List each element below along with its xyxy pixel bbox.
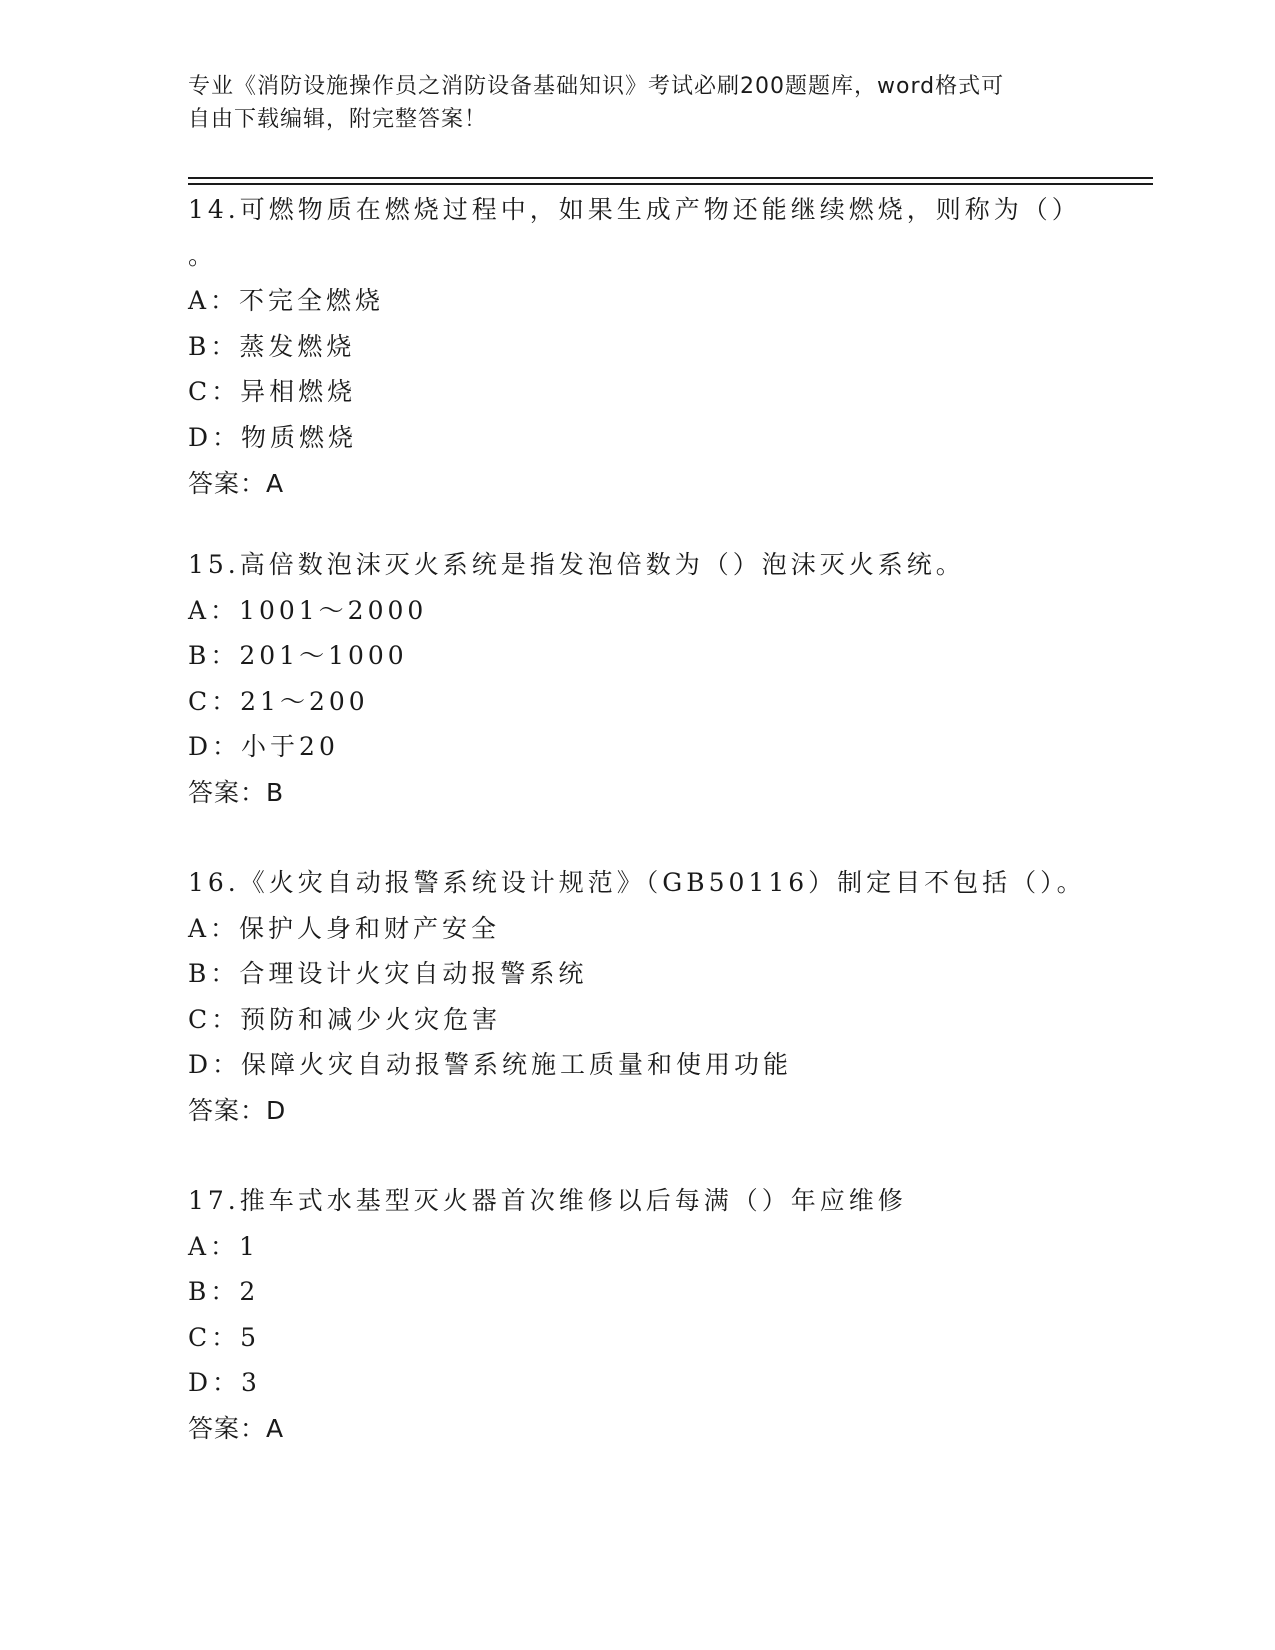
option-c: C：21～200: [188, 686, 369, 716]
option-c: C：预防和减少火灾危害: [188, 1004, 502, 1034]
question-block: [188, 1178, 1148, 1452]
option-a: A：1: [188, 1231, 259, 1261]
option-d: D：保障火灾自动报警系统施工质量和使用功能: [188, 1050, 793, 1080]
question-block: [188, 187, 1148, 506]
option-b: B：蒸发燃烧: [188, 331, 356, 361]
question-text: 16.《火灾自动报警系统设计规范》（GB50116）制定目不包括（）。: [188, 868, 1086, 897]
question-text-continued: 。: [188, 240, 218, 270]
question-text: 14.可燃物质在燃烧过程中，如果生成产物还能继续燃烧，则称为（）: [188, 195, 1081, 224]
option-a: A：1001～2000: [188, 595, 428, 625]
question-block: [188, 860, 1148, 1134]
option-a: A：不完全燃烧: [188, 286, 385, 316]
answer: 答案：A: [188, 468, 285, 498]
answer: 答案：B: [188, 777, 285, 807]
option-d: D：3: [188, 1368, 261, 1398]
option-b: B：2: [188, 1277, 260, 1307]
question-text: 17.推车式水基型灭火器首次维修以后每满（）年应维修: [188, 1186, 907, 1215]
option-c: C：5: [188, 1322, 261, 1352]
answer: 答案：D: [188, 1095, 287, 1125]
header-divider-top: [188, 177, 1153, 179]
option-b: B：201～1000: [188, 641, 408, 671]
document-header: [188, 70, 1088, 136]
header-line-1: 专业《消防设施操作员之消防设备基础知识》考试必刷200题题库，word格式可: [188, 74, 1005, 99]
header-divider-bottom: [188, 183, 1153, 185]
option-c: C：异相燃烧: [188, 377, 357, 407]
answer: 答案：A: [188, 1413, 285, 1443]
header-line-2: 自由下载编辑，附完整答案！: [188, 107, 488, 132]
option-a: A：保护人身和财产安全: [188, 913, 501, 943]
question-block: [188, 542, 1148, 816]
option-b: B：合理设计火灾自动报警系统: [188, 959, 588, 989]
option-d: D：物质燃烧: [188, 422, 358, 452]
option-d: D：小于20: [188, 732, 339, 762]
question-text: 15.高倍数泡沫灭火系统是指发泡倍数为（）泡沫灭火系统。: [188, 550, 965, 579]
